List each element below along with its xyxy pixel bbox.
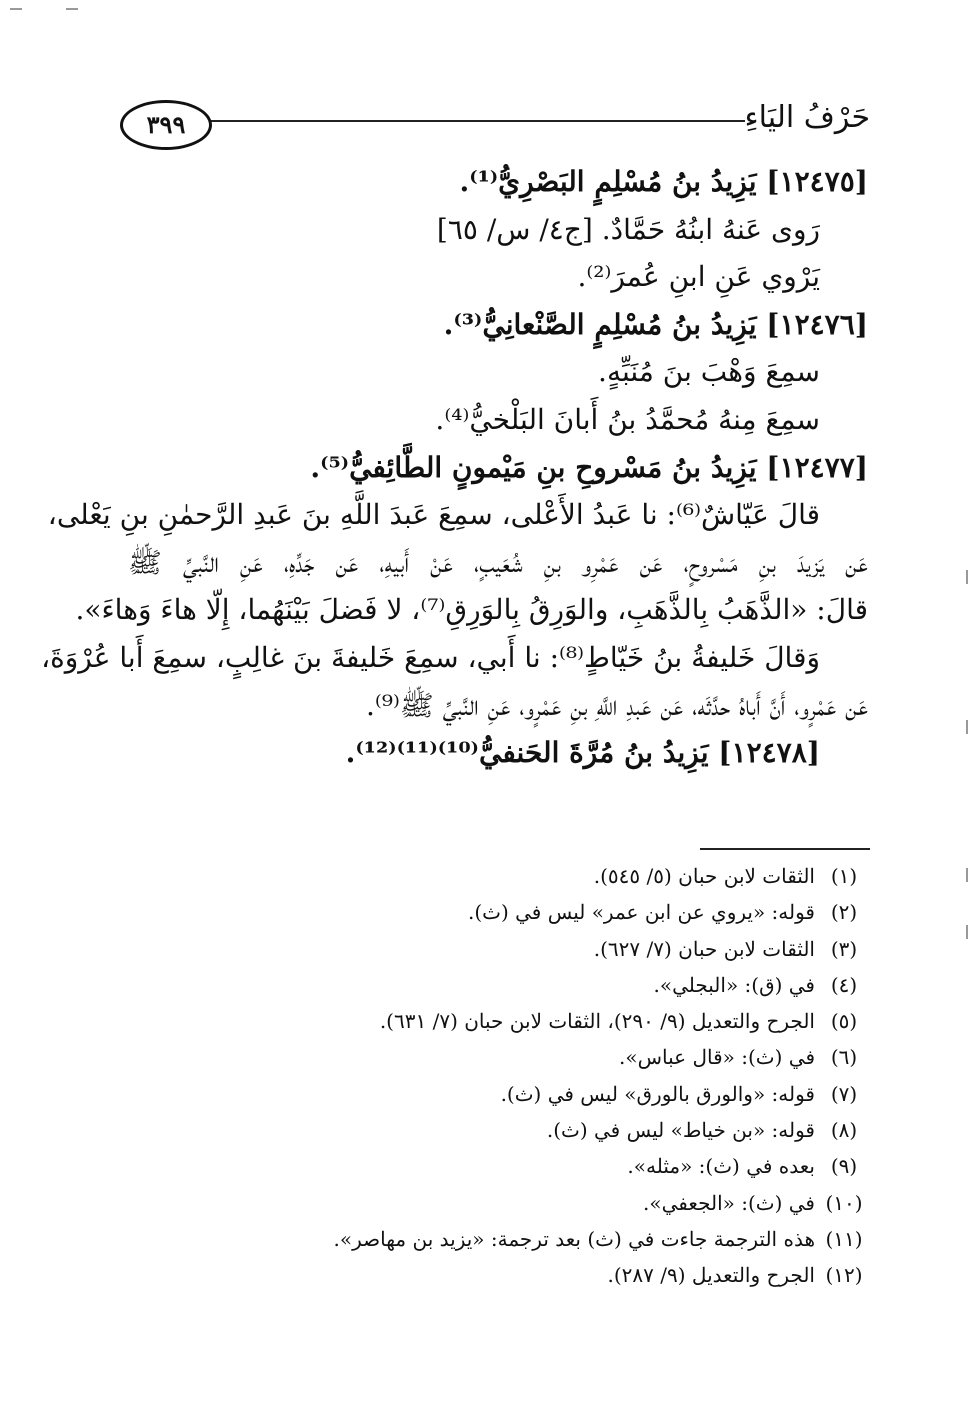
main-text [41, 158, 868, 777]
footnote-number: (١) [830, 864, 858, 888]
text-line: عَن يَزيدَ بنِ مَسْروحٍ، عَن عَمْرِو بنِ شُعَيبٍ، عَنْ أَبيهِ، عَن جَدِّهِ، عَنِ النَّبيِّ ﷺ [128, 545, 868, 579]
footnote-text: قوله: «يروي عن ابن عمر» ليس في (ث). [467, 900, 815, 925]
entry-heading: [١٢٤٧٨] يَزِيدُ بنُ مُرَّةَ الحَنفيُّ⁽¹⁰⁾⁽¹¹⁾⁽¹²⁾. [345, 736, 820, 770]
entry-heading: [١٢٤٧٦] يَزِيدُ بنُ مُسْلِمٍ الصَّنْعانِيُّ⁽³⁾. [443, 307, 868, 341]
footnotes [128, 858, 873, 1294]
text-line: وَقالَ خَليفةُ بنُ خَيّاطٍ⁽⁸⁾: نا أَبي، سمِعَ خَليفةَ بنَ غالِبٍ، سمِعَ أَبا عُرْوَةَ، [41, 640, 820, 674]
footnote-text: هذه الترجمة جاءت في (ث) بعد ترجمة: «يزيد بن مهاصر». [333, 1226, 815, 1251]
footnote-number: (٩) [830, 1154, 858, 1179]
footnote-separator [700, 848, 870, 850]
footnote-item [128, 1076, 873, 1112]
footnote-number: (٥) [830, 1009, 858, 1034]
footnote-text: في (ث): «الجعفي». [643, 1190, 815, 1215]
footnote-item [128, 894, 873, 930]
text-line: رَوى عَنهُ ابنُهُ حَمَّادٌ. [ج٤/ س/ ٦٥] [436, 212, 820, 246]
footnote-item [128, 1003, 873, 1039]
entry-heading: [١٢٤٧٥] يَزِيدُ بنُ مُسْلِمٍ البَصْرِيُّ⁽¹⁾. [459, 165, 868, 198]
footnote-text: الثقات لابن حبان (٧/ ٦٢٧). [593, 936, 815, 961]
text-line: قالَ: «الذَّهَبُ بِالذَّهَبِ، والوَرِقُ بِالوَرِقِ⁽⁷⁾، لا فَضلَ بَيْنَهُما، إِلّا هاءَ وَهاءَ». [75, 593, 868, 627]
text-line: قالَ عَيّاشٌ⁽⁶⁾: نا عَبدُ الأَعْلى، سمِعَ عَبدَ اللَّهِ بنَ عَبدِ الرَّحمٰنِ بنِ يَعْلى، [47, 498, 820, 532]
scan-mark-right [966, 720, 968, 734]
scan-mark-top [66, 8, 78, 10]
footnote-item [128, 1039, 873, 1075]
scan-mark-right [966, 925, 968, 939]
footnote-number: (٤) [830, 972, 858, 997]
footnote-number: (٧) [830, 1081, 858, 1106]
footnote-number: (٨) [830, 1118, 858, 1143]
header-rule [200, 120, 745, 122]
footnote-text: الجرح والتعديل (٩/ ٢٨٧). [607, 1263, 815, 1288]
footnote-item [128, 931, 873, 967]
chapter-title: حَرْفُ اليَاءِ [744, 100, 870, 135]
footnote-number: (٦) [830, 1045, 858, 1070]
footnote-item [128, 1257, 873, 1293]
page-number: ٣٩٩ [120, 100, 212, 150]
text-line: سمِعَ مِنهُ مُحمَّدُ بنُ أَبانَ البَلْخيُّ⁽⁴⁾. [435, 402, 820, 436]
footnote-text: في (ق): «البجلي». [653, 972, 815, 997]
footnote-item [128, 858, 873, 894]
footnote-number: (١١) [825, 1226, 863, 1251]
footnote-text: في (ث): «قال عباس». [619, 1045, 815, 1070]
footnote-item [128, 1221, 873, 1257]
scan-mark-top [10, 8, 22, 10]
page-header [120, 92, 870, 152]
footnote-number: (١٠) [825, 1190, 863, 1215]
footnote-text: قوله: «والورق بالورق» ليس في (ث). [500, 1081, 815, 1106]
footnote-item [128, 1112, 873, 1148]
text-line: سمِعَ وَهْبَ بنَ مُنَبِّهٍ. [598, 355, 820, 389]
text-line: عَن عَمْرٍو، أَنَّ أَباهُ حدَّثَه، عَن عَبدِ اللَّهِ بنِ عَمْرٍو، عَنِ النَّبيِّ ﷺ⁽⁹⁾. [365, 688, 868, 722]
footnote-number: (١٢) [825, 1263, 863, 1288]
scan-mark-right [966, 570, 968, 584]
footnote-text: قوله: «بن خياط» ليس في (ث). [546, 1118, 815, 1143]
footnote-item [128, 1148, 873, 1184]
footnote-text: بعده في (ث): «مثله». [627, 1154, 815, 1179]
footnote-number: (٣) [830, 936, 858, 961]
entry-heading: [١٢٤٧٧] يَزِيدُ بنُ مَسْروحِ بنِ مَيْمونٍ الطَّائِفيُّ⁽⁵⁾. [310, 450, 868, 484]
text-line: يَرْوي عَنِ ابنِ عُمرَ⁽²⁾. [577, 260, 820, 294]
footnote-number: (٢) [830, 900, 858, 925]
scan-mark-right [966, 868, 968, 882]
footnote-text: الجرح والتعديل (٩/ ٢٩٠)، الثقات لابن حبان (٧/ ٦٣١). [379, 1009, 815, 1034]
footnote-item [128, 967, 873, 1003]
footnote-text: الثقات لابن حبان (٥/ ٥٤٥). [593, 864, 815, 888]
footnote-item [128, 1185, 873, 1221]
